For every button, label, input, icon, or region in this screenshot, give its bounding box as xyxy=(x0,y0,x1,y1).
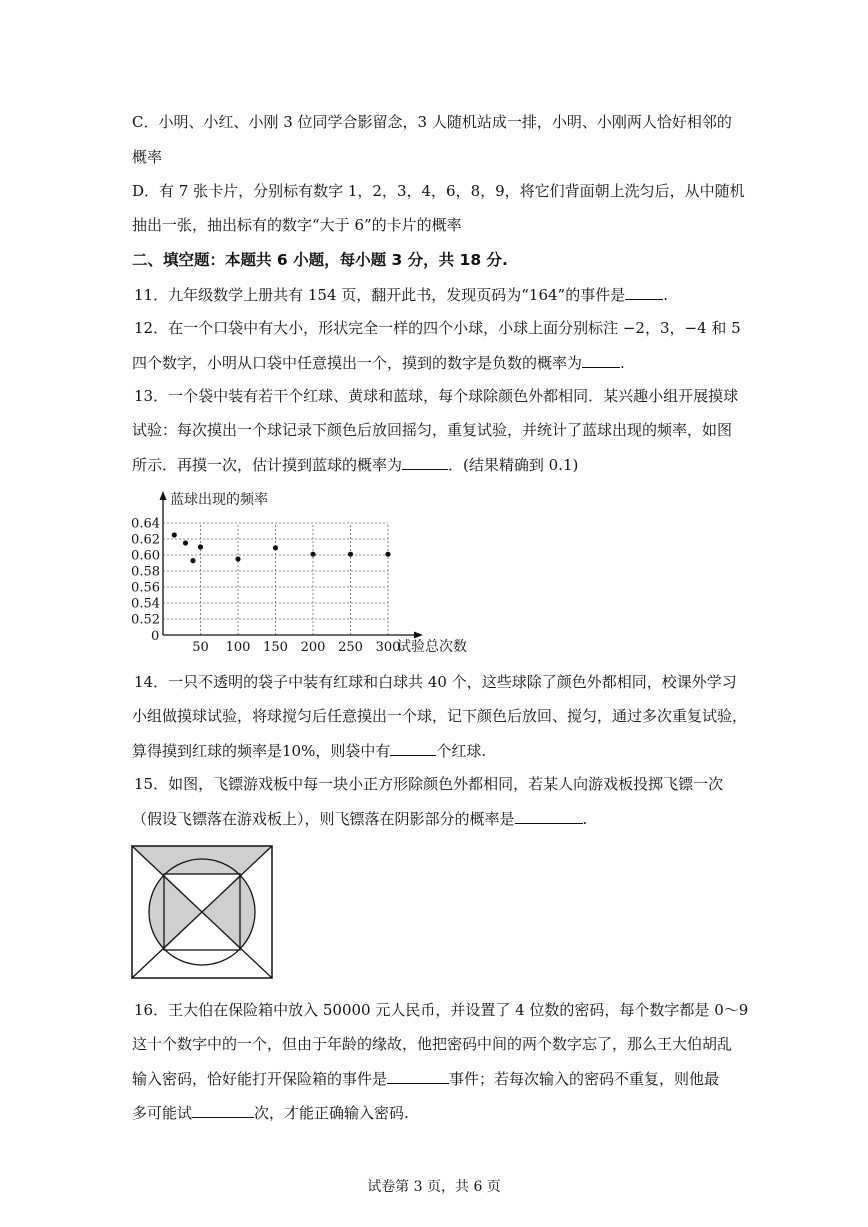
question-12-period: . xyxy=(620,354,625,372)
x-tick-label: 150 xyxy=(263,640,288,655)
x-axis-arrow xyxy=(414,632,423,639)
answer-blank xyxy=(515,808,583,824)
y-tick-label: 0.62 xyxy=(131,532,160,548)
y-axis-arrow xyxy=(160,491,167,500)
x-axis-label: 试验总次数 xyxy=(397,639,467,655)
question-11 xyxy=(134,284,668,305)
data-point xyxy=(385,552,390,557)
y-tick-label: 0.54 xyxy=(131,596,160,612)
question-12-line-1: 12．在一个口袋中有大小，形状完全一样的四个小球，小球上面分别标注 −2，3，−4 和 5 xyxy=(134,319,741,337)
answer-blank xyxy=(402,454,448,470)
question-16-line-1: 16．王大伯在保险箱中放入 50000 元人民币，并设置了 4 位数的密码，每个数字都是 0～9 xyxy=(134,1001,749,1019)
question-12-text: 四个数字，小明从口袋中任意摸出一个，摸到的数字是负数的概率为 xyxy=(132,354,583,372)
dartboard-figure xyxy=(128,842,276,986)
answer-blank xyxy=(192,1102,254,1118)
question-11-text: 11．九年级数学上册共有 154 页，翻开此书，发现页码为“164”的事件是 xyxy=(134,286,626,304)
question-13-text-tail: ．(结果精确到 0.1) xyxy=(448,456,579,474)
data-point xyxy=(198,544,203,549)
question-16-line-4 xyxy=(132,1102,409,1123)
question-12-line-2 xyxy=(132,352,625,373)
question-14-text: 算得摸到红球的频率是10%，则袋中有 xyxy=(132,742,391,760)
y-tick-label: 0.52 xyxy=(131,612,160,628)
question-15-period: . xyxy=(582,810,588,828)
data-point xyxy=(273,545,278,550)
question-16-text-tail: 次，才能正确输入密码. xyxy=(254,1104,409,1122)
x-tick-label: 200 xyxy=(300,640,326,655)
question-15-line-1: 15．如图，飞镖游戏板中每一块小正方形除颜色外都相同，若某人向游戏板投掷飞镖一次 xyxy=(134,775,724,793)
data-point xyxy=(348,552,353,557)
option-c-line-1: C．小明、小红、小刚 3 位同学合影留念，3 人随机站成一排，小明、小刚两人恰好相邻的 xyxy=(132,113,732,131)
option-c-line-2: 概率 xyxy=(132,148,163,166)
question-16-text: 输入密码，恰好能打开保险箱的事件是 xyxy=(132,1070,388,1088)
option-d-line-2: 抽出一张，抽出标有的数字“大于 6”的卡片的概率 xyxy=(132,216,462,234)
answer-blank xyxy=(390,740,436,756)
question-16-line-3 xyxy=(132,1068,719,1089)
question-13-text: 所示．再摸一次，估计摸到蓝球的概率为 xyxy=(132,456,403,474)
x-tick-label: 50 xyxy=(192,640,209,655)
answer-blank xyxy=(387,1068,449,1084)
data-point xyxy=(310,552,315,557)
answer-blank xyxy=(625,284,663,300)
answer-blank xyxy=(582,352,620,368)
data-point xyxy=(183,540,188,545)
y-tick-label: 0.56 xyxy=(131,580,160,596)
question-14-line-2: 小组做摸球试验，将球搅匀后任意摸出一个球，记下颜色后放回、搅匀，通过多次重复试验， xyxy=(132,707,748,725)
question-15-line-2 xyxy=(132,808,587,829)
data-point xyxy=(235,556,240,561)
origin-label: 0 xyxy=(151,629,160,644)
question-16-text-mid: 事件；若每次输入的密码不重复，则他最 xyxy=(449,1070,720,1088)
question-14-line-1: 14．一只不透明的袋子中装有红球和白球共 40 个，这些球除了颜色外都相同，校课外学习 xyxy=(134,673,737,691)
y-tick-label: 0.64 xyxy=(131,516,160,532)
y-tick-label: 0.58 xyxy=(131,564,160,580)
y-axis-label: 蓝球出现的频率 xyxy=(170,492,268,508)
x-tick-label: 100 xyxy=(225,640,251,655)
section-heading: 二、填空题：本题共 6 小题，每小题 3 分，共 18 分. xyxy=(132,251,508,269)
y-tick-label: 0.60 xyxy=(131,548,160,564)
question-16-text-b: 多可能试 xyxy=(132,1104,193,1122)
data-point xyxy=(172,532,177,537)
option-d-line-1: D．有 7 张卡片，分别标有数字 1，2，3，4，6，8，9，将它们背面朝上洗匀后，从中随机 xyxy=(132,182,745,200)
question-13-line-1: 13．一个袋中装有若干个红球、黄球和蓝球，每个球除颜色外都相同．某兴趣小组开展摸球 xyxy=(134,387,739,405)
data-point xyxy=(190,558,195,563)
question-15-text: （假设飞镖落在游戏板上），则飞镖落在阴影部分的概率是 xyxy=(132,810,515,828)
x-tick-label: 300 xyxy=(375,640,401,655)
question-13-line-3 xyxy=(132,454,578,475)
question-13-line-2: 试验：每次摸出一个球记录下颜色后放回摇匀，重复试验，并统计了蓝球出现的频率，如图 xyxy=(132,421,733,439)
question-16-line-2: 这十个数字中的一个，但由于年龄的缘故，他把密码中间的两个数字忘了，那么王大伯胡乱 xyxy=(132,1035,733,1053)
question-14-line-3 xyxy=(132,740,486,761)
frequency-scatter-chart xyxy=(131,488,500,656)
x-tick-label: 250 xyxy=(338,640,363,655)
question-11-period: . xyxy=(663,286,669,304)
page-footer: 试卷第 3 页，共 6 页 xyxy=(367,1179,501,1195)
question-14-text-tail: 个红球. xyxy=(436,742,487,760)
